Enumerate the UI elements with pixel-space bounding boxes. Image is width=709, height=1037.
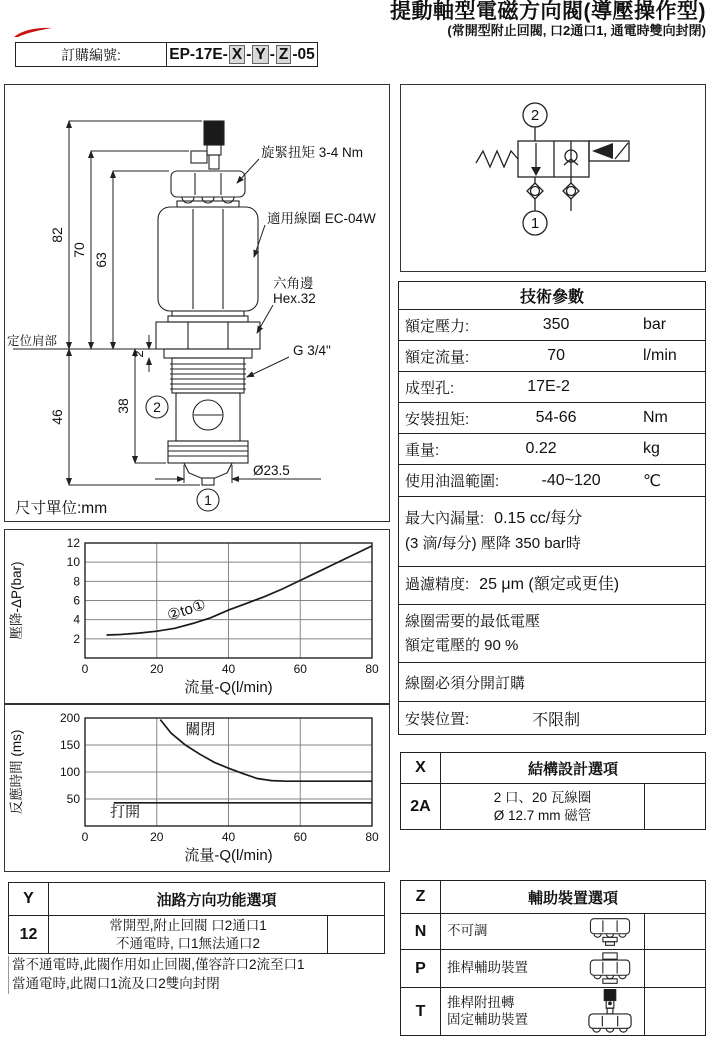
dim-63: 63 — [93, 252, 109, 268]
symbol-port1: 1 — [530, 215, 540, 232]
order-code-dash: - — [269, 45, 275, 63]
svg-text:10: 10 — [66, 555, 80, 570]
valve-dimension-drawing — [5, 85, 388, 520]
tech-value: -40~120 — [541, 471, 601, 489]
tech-params-title: 技術參數 — [519, 289, 584, 306]
svg-text:60: 60 — [293, 830, 307, 844]
tech-label: 使用油溫範圍: — [405, 473, 500, 490]
order-code-z: Z — [276, 45, 291, 65]
dim-70: 70 — [71, 242, 87, 258]
option-z-row-t — [401, 987, 705, 1035]
tech-value: 350 — [542, 316, 570, 333]
dim-2: 2 — [131, 350, 146, 358]
tech-params-table — [398, 281, 706, 735]
option-z-empty-cell — [645, 950, 705, 987]
label-coil: 適用線圈 EC-04W — [267, 211, 376, 226]
tech-row-min-voltage — [399, 604, 705, 662]
tech-unit: bar — [643, 316, 667, 333]
twist-lock-icon — [580, 989, 640, 1035]
tech-row-weight — [399, 433, 705, 464]
svg-text:4: 4 — [73, 612, 80, 627]
option-z-code: Z — [401, 881, 441, 913]
label-diameter: Ø23.5 — [253, 463, 290, 478]
brand-swoosh-icon — [12, 26, 54, 40]
drawing-port1: 1 — [204, 492, 212, 508]
option-y-note-line2: 當通電時,此閥口1流及口2雙向封閉 — [12, 975, 220, 991]
tech-unit: l/min — [643, 347, 677, 364]
tech-unit: kg — [643, 440, 660, 457]
option-z-row-code: N — [401, 914, 441, 949]
tech-unit: ℃ — [643, 472, 661, 490]
hydraulic-symbol — [401, 85, 704, 270]
svg-text:50: 50 — [66, 792, 80, 806]
svg-text:40: 40 — [221, 662, 236, 676]
tech-value: 25 μm (額定或更佳) — [479, 576, 620, 594]
order-number-label: 訂購編號: — [16, 43, 167, 66]
option-y-note — [8, 956, 386, 994]
label-thread: G 3/4" — [293, 343, 331, 358]
pressure-drop-plot — [5, 530, 388, 702]
dim-46: 46 — [49, 409, 65, 425]
option-y-note-line1: 當不通電時,此閥作用如止回閥,僅容許口2流至口1 — [12, 957, 305, 972]
option-x-row-code: 2A — [401, 784, 441, 829]
svg-text:2: 2 — [73, 631, 80, 646]
tech-value: 70 — [547, 347, 565, 364]
tech-unit: Nm — [643, 409, 668, 426]
svg-text:80: 80 — [365, 662, 379, 676]
option-z-empty-cell — [645, 988, 705, 1035]
svg-text:關閉: 關閉 — [185, 721, 216, 739]
option-y-desc-line2: 不通電時, 口1無法通口2 — [115, 935, 261, 951]
title-block — [390, 1, 706, 38]
svg-text:80: 80 — [365, 830, 379, 844]
svg-text:6: 6 — [73, 593, 80, 608]
order-code-prefix: EP-17E- — [169, 45, 228, 63]
tech-label: 安裝位置: — [405, 710, 470, 728]
order-number-code — [167, 43, 317, 66]
label-hex-line2: Hex.32 — [273, 291, 316, 306]
tech-row-cavity — [399, 371, 705, 402]
tech-voltage-line1: 線圈需要的最低電壓 — [405, 613, 541, 631]
tech-label: 過濾精度: — [405, 576, 470, 594]
tech-row-install-torque — [399, 402, 705, 433]
option-z-row-n — [401, 913, 705, 949]
option-z-desc-t-line1: 推桿附扭轉 — [447, 994, 515, 1010]
tech-row-coil-order — [399, 662, 705, 701]
svg-text:12: 12 — [66, 536, 80, 550]
adjust-none-icon — [580, 916, 640, 948]
tech-row-mount-position — [399, 701, 705, 734]
svg-text:8: 8 — [73, 574, 80, 589]
option-y-desc-line1: 常開型,附止回閥 口2通口1 — [109, 917, 267, 933]
response-time-plot — [5, 705, 388, 870]
option-x-table — [400, 752, 706, 830]
option-y-table — [8, 882, 385, 954]
option-y-row-12 — [9, 915, 384, 953]
label-unit-note: 尺寸單位:mm — [15, 500, 108, 517]
option-x-code: X — [401, 753, 441, 783]
order-number-box — [15, 42, 318, 67]
option-x-title: 結構設計選項 — [527, 760, 618, 778]
svg-text:100: 100 — [59, 765, 80, 779]
option-y-row-code: 12 — [9, 916, 49, 953]
tech-label: 額定壓力: — [405, 317, 470, 335]
order-code-dash: - — [246, 45, 252, 63]
tech-label: 額定流量: — [405, 348, 470, 366]
svg-text:0: 0 — [81, 830, 89, 844]
option-y-title: 油路方向功能選項 — [156, 891, 277, 909]
svg-text:200: 200 — [59, 711, 80, 725]
option-z-table — [400, 880, 706, 1036]
tech-label: 成型孔: — [405, 379, 455, 397]
option-z-row-code: P — [401, 950, 441, 987]
svg-text:流量-Q(l/min): 流量-Q(l/min) — [184, 847, 273, 864]
option-z-desc-p: 推桿輔助裝置 — [447, 960, 528, 976]
symbol-port2: 2 — [530, 107, 540, 124]
order-code-x: X — [229, 45, 245, 65]
tech-row-max-leak — [399, 496, 705, 566]
tech-row-rated-flow — [399, 340, 705, 371]
option-x-empty-cell — [645, 784, 705, 829]
hydraulic-symbol-panel — [400, 84, 706, 272]
tech-label: 最大內漏量: — [405, 510, 485, 528]
option-x-row-2a — [401, 783, 705, 829]
page-title: 提動軸型電磁方向閥(導壓操作型) — [390, 0, 706, 23]
tech-value: 不限制 — [532, 711, 581, 729]
svg-text:壓降-ΔP(bar): 壓降-ΔP(bar) — [9, 561, 24, 640]
svg-text:20: 20 — [150, 830, 164, 844]
svg-text:60: 60 — [293, 662, 307, 676]
response-time-chart — [4, 704, 390, 872]
svg-text:流量-Q(l/min): 流量-Q(l/min) — [184, 679, 273, 696]
order-code-y: Y — [252, 45, 268, 65]
svg-text:20: 20 — [150, 662, 164, 676]
tech-row-rated-pressure — [399, 309, 705, 340]
tech-coil-order-note: 線圈必須分開訂購 — [405, 674, 526, 692]
svg-text:②to①: ②to① — [165, 596, 209, 625]
option-z-desc-t-line2: 固定輔助裝置 — [447, 1011, 528, 1027]
tech-value: 17E-2 — [527, 378, 570, 395]
order-code-suffix: -05 — [292, 45, 315, 63]
dim-38: 38 — [115, 398, 131, 414]
pressure-drop-chart — [4, 529, 390, 704]
tech-value: 0.15 cc/每分 — [494, 510, 583, 528]
option-x-desc-line2: Ø 12.7 mm 磁管 — [493, 807, 592, 823]
tech-leak-condition: (3 滴/每分) 壓降 350 bar時 — [405, 535, 581, 553]
option-z-title: 輔助裝置選項 — [527, 889, 618, 907]
svg-text:150: 150 — [59, 738, 80, 752]
drawing-port2: 2 — [153, 399, 161, 415]
option-y-empty-cell — [328, 916, 384, 953]
tech-label: 重量: — [405, 441, 440, 459]
tech-row-oil-temp — [399, 464, 705, 496]
tech-label: 安裝扭矩: — [405, 410, 470, 428]
label-torque: 旋緊扭矩 3-4 Nm — [261, 145, 364, 160]
option-z-desc-n: 不可調 — [447, 923, 488, 939]
option-z-row-p — [401, 949, 705, 987]
svg-text:打開: 打開 — [110, 803, 141, 821]
push-rod-icon — [580, 952, 640, 986]
label-hex-line1: 六角邊 — [273, 276, 314, 291]
dimension-labels — [7, 144, 376, 517]
port-markers — [146, 396, 219, 511]
tech-row-filtration — [399, 566, 705, 604]
tech-voltage-line2: 額定電壓的 90 % — [405, 636, 519, 654]
option-z-empty-cell — [645, 914, 705, 949]
option-x-desc-line1: 2 口、20 瓦線圈 — [493, 789, 592, 805]
tech-value: 54-66 — [535, 409, 577, 426]
option-z-row-code: T — [401, 988, 441, 1035]
page-subtitle: (常開型附止回閥, 口2通口1, 通電時雙向封閉) — [447, 23, 706, 39]
svg-text:反應時間 (ms): 反應時間 (ms) — [9, 729, 24, 815]
valve-drawing-panel — [4, 84, 390, 522]
svg-text:40: 40 — [221, 830, 236, 844]
tech-value: 0.22 — [525, 440, 557, 457]
dim-82: 82 — [49, 227, 65, 243]
label-shoulder: 定位肩部 — [7, 334, 58, 348]
svg-text:0: 0 — [81, 662, 89, 676]
option-y-code: Y — [9, 883, 49, 915]
